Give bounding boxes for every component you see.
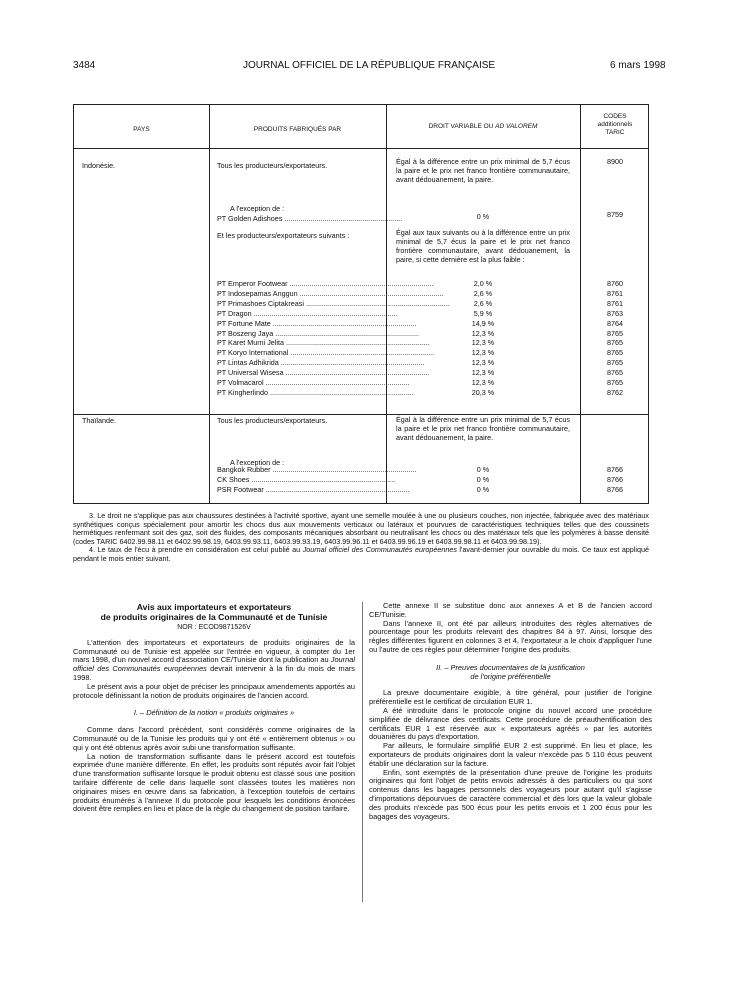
avis-section-2a: II. – Preuves documentaires de la justification xyxy=(436,662,585,672)
thailand-all-producers: Tous les producteurs/exportateurs. xyxy=(217,416,328,425)
indonesia-company-rate: 12,3 % xyxy=(471,338,495,348)
header-pays: PAYS xyxy=(133,126,150,133)
indonesia-company-name: PT Universal Wisesa ........................................................................ xyxy=(217,368,430,378)
avis-paragraph-7: La preuve documentaire exigible, à titre général, pour justifier de l'origine préférentielle est le certificat de circulation EUR 1. xyxy=(369,688,652,707)
thailand-company-label: CK Shoes xyxy=(217,474,250,484)
indonesia-company-label: PT Karet Murni Jelita xyxy=(217,338,284,348)
note-3: 3. Le droit ne s'applique pas aux chaussures destinées à l'activité sportive, ayant une semelle moulée à une ou plusieurs couches, non injectée, fabriquée avec des matériaux synthétiques conçus spécialement pour amortir les chocs dus aux mouvements verticaux ou latéraux et pourvues de caractéristiques techniques telles que des coussinets hermétiques renfermant soit des gaz, soit des fluides, des composants mécaniques absorbant ou neutralisant les chocs ou des matériaux tels que les polymères à basse densité (codes TARIC 6402.99.98.11 et 6402.99.98.19, 6403.99.93.11, 6403.99.93.19, 6403.99.96.11 et 6403.99.96.19 et 6403.99.98.11 et 6403.99.98.19). xyxy=(73,511,649,546)
avis-paragraph-8: A été introduite dans le protocole origine du nouvel accord une procédure simplifiée de délivrance des certificats. Cette procédure de préauthentification des certificats EUR 1 est réservée aux « exportateurs agréés » par les autorités douanières du pays d'exportation. xyxy=(369,705,652,742)
golden-adishoes-rate: 0 % xyxy=(476,212,490,221)
avis-paragraph-9: Par ailleurs, le formulaire simplifié EUR 2 est supprimé. En lieu et place, les exportateurs de produits originaires dont la valeur n'excède pas 5 110 écus peuvent établir une déclaration sur la facture. xyxy=(369,741,652,768)
thailand-company-label: PSR Footwear xyxy=(217,484,264,494)
note-4-text-a: 4. Le taux de l'écu à prendre en considération est celui publié au xyxy=(89,545,303,555)
avis-nor: NOR : ECOD9871526V xyxy=(177,624,251,631)
page-number: 3484 xyxy=(73,60,96,71)
avis-paragraph-2: Le présent avis a pour objet de préciser les principaux amendements apportés au protocole définissant la notion de produits originaires de l'ancien accord. xyxy=(73,681,355,700)
indonesia-company-name: PT Indosepamas Anggun ........................................................................ xyxy=(217,288,444,298)
thailand-company-name: CK Shoes ........................................................................ xyxy=(217,474,396,484)
avis-p1-a: L'attention des importateurs et exportateurs de produits originaires de la Communauté ou de Tunisie est appelée sur l'entrée en vigueur, à compter du 1er mars 1998, d'un nouvel accord d'association CE/Tunisie dont la publication au xyxy=(73,637,355,665)
avis-paragraph-1 xyxy=(73,639,355,683)
indonesia-company-rate: 20,3 % xyxy=(471,387,495,397)
indonesia-company-label: PT Kingherlindo xyxy=(217,387,269,397)
avis-paragraph-4: La notion de transformation suffisante dans le présent accord est toutefois exprimée d'une manière différente. En effet, les produits sont réputés avoir fait l'objet d'une transformation suffisante lorsque le produit obtenu est classé sous une position tarifaire différente de celle dans laquelle sont classées toutes les matières non originaires mises en œuvre dans sa fabrication, à l'exception toutefois de certains produits énumérés à l'annexe II du protocole pour lesquels les conditions énoncées doivent être remplies en lieu et place de la règle du changement de position tarifaire. xyxy=(73,751,355,814)
indonesia-company-code: 8765 xyxy=(607,368,623,378)
thailand-company-rate: 0 % xyxy=(476,484,490,494)
indonesia-all-code: 8900 xyxy=(607,157,623,166)
note-4 xyxy=(73,546,649,563)
indonesia-company-rate: 5,9 % xyxy=(473,308,493,318)
indonesia-company-rate: 12,3 % xyxy=(471,378,495,387)
thailand-company-rate: 0 % xyxy=(476,465,490,474)
note-4-journal: Journal officiel des Communautés européennes xyxy=(302,545,457,555)
indonesia-company-name: PT Volmacarol ........................................................................ xyxy=(217,378,410,387)
indonesia-company-code: 8762 xyxy=(607,387,623,397)
indonesia-company-code: 8760 xyxy=(607,279,623,288)
thailand-exception-label: A l'exception de : xyxy=(230,458,285,467)
indonesia-company-code: 8765 xyxy=(607,378,623,387)
indonesia-all-producers: Tous les producteurs/exportateurs. xyxy=(217,161,328,170)
avis-p1-journal: Journal officiel des Communautés européennes xyxy=(73,655,355,674)
indonesia-company-name: PT Karet Murni Jelita ........................................................................ xyxy=(217,338,430,348)
thailand-company-code: 8766 xyxy=(607,474,623,484)
avis-title-1: Avis aux importateurs et exportateurs xyxy=(136,602,292,612)
column-divider xyxy=(362,602,363,902)
header-produits: PRODUITS FABRIQUÉS PAR xyxy=(253,126,342,133)
thailand-company-rate: 0 % xyxy=(476,474,490,484)
issue-date: 6 mars 1998 xyxy=(610,60,666,71)
country-indonesia: Indonésie. xyxy=(82,161,116,170)
avis-p1-c: devrait intervenir à la fin du mois de mars 1998. xyxy=(73,664,355,682)
avis-paragraph-3: Comme dans l'accord précédent, sont considérés comme originaires de la Communauté ou de la Tunisie les produits qui y ont été « entièrement obtenus » ou qui y ont été obtenus après avoir subi une transformation suffisante. xyxy=(73,725,355,752)
header-codes-1: CODES xyxy=(603,113,627,120)
header-droit xyxy=(386,123,580,130)
indonesia-company-name: PT Primashoes Ciptakreasi ........................................................................ xyxy=(217,298,450,308)
golden-adishoes-label: PT Golden Adishoes xyxy=(217,214,283,223)
table-notes xyxy=(73,512,649,564)
indonesia-company-rate: 12,3 % xyxy=(471,358,495,368)
indonesia-company-code: 8761 xyxy=(607,288,623,298)
note-4-text-c: l'avant-dernier jour ouvrable du mois. Ce taux est appliqué pendant le mois entier suivant. xyxy=(73,545,649,563)
indonesia-company-label: PT Universal Wisesa xyxy=(217,368,284,378)
indonesia-company-code: 8764 xyxy=(607,318,623,328)
indonesia-company-label: PT Lintas Adhikrida xyxy=(217,358,279,368)
thailand-company-code: 8766 xyxy=(607,465,623,474)
header-droit-italic: AD VALOREM xyxy=(495,123,538,130)
indonesia-company-rate: 14,9 % xyxy=(471,318,495,328)
duty-table xyxy=(73,104,649,504)
indonesia-all-duty: Égal à la différence entre un prix minimal de 5,7 écus la paire et le prix net franco frontière communautaire, avant dédouanement, la paire. xyxy=(396,157,570,184)
indonesia-exception-label: A l'exception de : xyxy=(230,204,285,213)
indonesia-company-code: 8765 xyxy=(607,348,623,358)
golden-adishoes-code: 8759 xyxy=(607,210,623,219)
indonesia-company-rate: 12,3 % xyxy=(471,368,495,378)
thailand-company-name: PSR Footwear ........................................................................ xyxy=(217,484,410,494)
indonesia-following-duty: Égal aux taux suivants ou à la différence entre un prix minimal de 5,7 écus la paire et le prix net franco frontière communautaire, avant dédouanement, la paire, si cette dernière est la plus faible : xyxy=(396,228,570,264)
thailand-all-duty: Égal à la différence entre un prix minimal de 5,7 écus la paire et le prix net franco frontière communautaire, avant dédouanement, la paire. xyxy=(396,415,570,442)
golden-adishoes-name: PT Golden Adishoes ........................................................... xyxy=(217,214,403,223)
indonesia-company-rate: 2,6 % xyxy=(473,298,493,308)
header-droit-text: DROIT VARIABLE OU xyxy=(428,123,496,130)
avis-paragraph-5: Cette annexe II se substitue donc aux annexes A et B de l'ancien accord CE/Tunisie. xyxy=(369,601,652,619)
indonesia-company-code: 8765 xyxy=(607,328,623,338)
thailand-company-name: Bangkok Rubber ........................................................................ xyxy=(217,465,417,474)
indonesia-company-name: PT Fortune Mate ........................................................................ xyxy=(217,318,417,328)
indonesia-company-code: 8763 xyxy=(607,308,623,318)
indonesia-company-label: PT Koryo International xyxy=(217,348,289,358)
indonesia-company-name: PT Lintas Adhikrida ........................................................................ xyxy=(217,358,425,368)
indonesia-company-rate: 12,3 % xyxy=(471,328,495,338)
header-codes-2: additionnels xyxy=(597,121,633,128)
header-codes-3: TARIC xyxy=(605,129,625,136)
indonesia-company-label: PT Emperor Footwear xyxy=(217,279,288,288)
indonesia-company-rate: 12,3 % xyxy=(471,348,495,358)
indonesia-company-name: PT Kingherlindo ........................................................................ xyxy=(217,387,414,397)
indonesia-company-name: PT Emperor Footwear ........................................................................ xyxy=(217,279,434,288)
indonesia-company-code: 8761 xyxy=(607,298,623,308)
indonesia-company-label: PT Fortune Mate xyxy=(217,318,271,328)
indonesia-company-label: PT Boszeng Jaya xyxy=(217,328,274,338)
avis-paragraph-10: Enfin, sont exemptés de la présentation d'une preuve de l'origine les produits originaires qui font l'objet de petits envois adressés à des particuliers ou qui sont contenus dans les bagages personnels des voyageurs pour autant qu'il s'agisse d'importations dépourvues de caractère commercial et dès lors que la valeur globale des produits n'excède pas 500 écus pour les petits envois et 1 200 écus pour les bagages des voyageurs. xyxy=(369,767,652,821)
indonesia-company-rate: 2,6 % xyxy=(473,288,493,298)
journal-title: JOURNAL OFFICIEL DE LA RÉPUBLIQUE FRANÇAISE xyxy=(243,60,496,71)
avis-title-2: de produits originaires de la Communauté et de Tunisie xyxy=(100,612,328,622)
avis-left-column xyxy=(73,602,355,814)
indonesia-following-label: Et les producteurs/exportateurs suivants : xyxy=(217,231,350,240)
avis-section-1: I. – Définition de la notion « produits originaires » xyxy=(133,708,295,718)
thailand-company-code: 8766 xyxy=(607,484,623,494)
avis-paragraph-6: Dans l'annexe II, ont été par ailleurs introduites des règles alternatives de pourcentage pour les produits relevant des chapitres 84 à 97. Ainsi, lorsque des règles différentes figurent en colonnes 3 et 4, l'exportateur a le choix d'appliquer l'une ou l'autre de ces règles pour déterminer l'origine des produits. xyxy=(369,618,652,654)
country-thailand: Thaïlande. xyxy=(82,416,116,425)
thailand-company-label: Bangkok Rubber xyxy=(217,465,271,474)
indonesia-company-code: 8765 xyxy=(607,358,623,368)
avis-right-column xyxy=(369,602,652,821)
indonesia-company-label: PT Indosepamas Anggun xyxy=(217,288,298,298)
indonesia-company-rate: 2,0 % xyxy=(473,279,493,288)
indonesia-company-code: 8765 xyxy=(607,338,623,348)
indonesia-company-name: PT Koryo International ........................................................................ xyxy=(217,348,435,358)
indonesia-company-name: PT Dragon ........................................................................ xyxy=(217,308,398,318)
indonesia-company-name: PT Boszeng Jaya ........................................................................ xyxy=(217,328,419,338)
indonesia-company-label: PT Primashoes Ciptakreasi xyxy=(217,298,304,308)
indonesia-company-label: PT Volmacarol xyxy=(217,378,264,387)
avis-section-2b: de l'origine préférentielle xyxy=(470,671,551,681)
header-codes xyxy=(580,113,650,137)
indonesia-company-label: PT Dragon xyxy=(217,308,252,318)
